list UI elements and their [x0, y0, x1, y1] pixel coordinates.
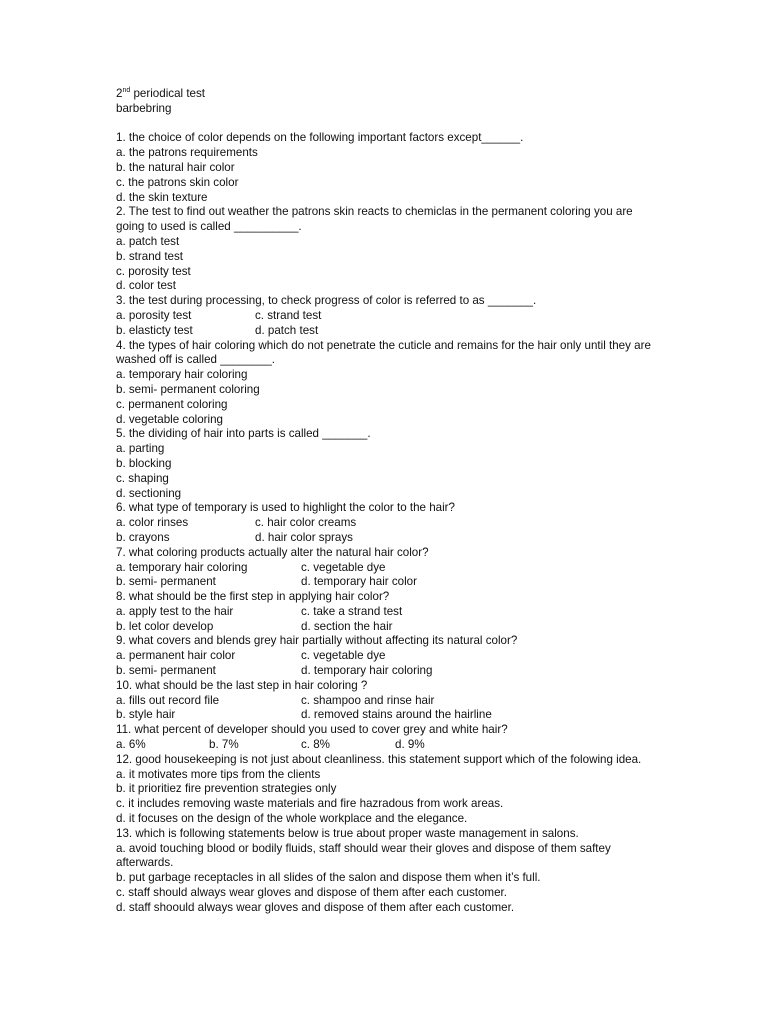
option: b. strand test — [116, 249, 184, 263]
option: a. color rinses — [116, 516, 189, 530]
question-10: 10. what should be the last step in hair coloring ? — [116, 678, 368, 692]
option: b. it prioritiez fire prevention strategies only — [116, 782, 337, 796]
option: c. the patrons skin color — [116, 175, 239, 189]
option: a. porosity test — [116, 308, 192, 322]
question-3: 3. the test during processing, to check progress of color is referred to as _______. — [116, 294, 537, 308]
option: d. staff shoould always wear gloves and dispose of them after each customer. — [116, 900, 515, 914]
question-13: 13. which is following statements below is true about proper waste management in salons. — [116, 826, 579, 840]
option: b. semi- permanent coloring — [116, 382, 260, 396]
spacer — [116, 117, 656, 132]
option: c. staff should always wear gloves and dispose of them after each customer. — [116, 886, 507, 900]
test-content — [116, 87, 656, 916]
option: d. section the hair — [301, 619, 393, 633]
question-11: 11. what percent of developer should you used to cover grey and white hair? — [116, 723, 508, 737]
test-subject: barbebring — [116, 101, 172, 115]
option-row — [116, 605, 656, 620]
question-12: 12. good housekeeping is not just about cleanliness. this statement support which of the folowing idea. — [116, 752, 642, 766]
option-row — [116, 516, 656, 531]
option: c. 8% — [301, 738, 330, 752]
option: d. hair color sprays — [255, 530, 353, 544]
option-row — [116, 708, 656, 723]
option-row — [116, 324, 656, 339]
question-5: 5. the dividing of hair into parts is called _______. — [116, 427, 371, 441]
option-row — [116, 575, 656, 590]
option: c. take a strand test — [301, 604, 403, 618]
option-row — [116, 649, 656, 664]
option: d. patch test — [255, 323, 319, 337]
option: d. temporary hair coloring — [301, 664, 433, 678]
question-7: 7. what coloring products actually alter the natural hair color? — [116, 545, 429, 559]
option: d. 9% — [395, 738, 425, 752]
option: c. vegetable dye — [301, 649, 386, 663]
option-row — [116, 309, 656, 324]
option: c. it includes removing waste materials and fire hazradous from work areas. — [116, 797, 504, 811]
option: b. the natural hair color — [116, 160, 235, 174]
option: c. permanent coloring — [116, 397, 228, 411]
option: b. style hair — [116, 708, 176, 722]
option: c. strand test — [255, 308, 322, 322]
question-6: 6. what type of temporary is used to highlight the color to the hair? — [116, 501, 455, 515]
option: a. patch test — [116, 234, 180, 248]
option-row — [116, 620, 656, 635]
option: a. permanent hair color — [116, 649, 236, 663]
question-8: 8. what should be the first step in applying hair color? — [116, 590, 390, 604]
option-row — [116, 664, 656, 679]
option: d. the skin texture — [116, 190, 208, 204]
option: a. parting — [116, 442, 165, 456]
option: c. hair color creams — [255, 516, 357, 530]
option: a. avoid touching blood or bodily fluids, staff should wear their gloves and dispose of them saftey afterwards. — [116, 841, 611, 870]
option: a. temporary hair coloring — [116, 560, 248, 574]
option: d. vegetable coloring — [116, 412, 223, 426]
option: a. apply test to the hair — [116, 604, 234, 618]
option-row — [116, 694, 656, 709]
option: b. blocking — [116, 456, 172, 470]
option: c. porosity test — [116, 264, 191, 278]
question-1: 1. the choice of color depends on the following important factors except______. — [116, 131, 524, 145]
option: b. 7% — [209, 738, 239, 752]
option: c. shampoo and rinse hair — [301, 693, 435, 707]
option-row — [116, 738, 656, 753]
option: b. semi- permanent — [116, 664, 216, 678]
option: a. 6% — [116, 738, 146, 752]
option-row — [116, 561, 656, 576]
option: d. it focuses on the design of the whole workplace and the elegance. — [116, 812, 468, 826]
option: b. put garbage receptacles in all slides of the salon and dispose them when it’s full. — [116, 871, 541, 885]
question-2: 2. The test to find out weather the patrons skin reacts to chemiclas in the permanent coloring you are going to used is called __________. — [116, 205, 633, 234]
option: b. let color develop — [116, 619, 214, 633]
question-9: 9. what covers and blends grey hair partially without affecting its natural color? — [116, 634, 518, 648]
option: a. fills out record file — [116, 693, 220, 707]
option: b. crayons — [116, 530, 170, 544]
option: b. semi- permanent — [116, 575, 216, 589]
test-title: 2nd periodical test — [116, 87, 206, 100]
option: a. it motivates more tips from the clients — [116, 767, 321, 781]
option: a. temporary hair coloring — [116, 368, 248, 382]
question-4: 4. the types of hair coloring which do not penetrate the cuticle and remains for the hair only until they are washed off is called ________. — [116, 338, 651, 367]
option: d. color test — [116, 279, 176, 293]
option: d. temporary hair color — [301, 575, 417, 589]
option: a. the patrons requirements — [116, 146, 258, 160]
option: d. sectioning — [116, 486, 182, 500]
option: c. vegetable dye — [301, 560, 386, 574]
option: d. removed stains around the hairline — [301, 708, 492, 722]
option-row — [116, 531, 656, 546]
option: c. shaping — [116, 471, 169, 485]
option: b. elasticty test — [116, 323, 193, 337]
